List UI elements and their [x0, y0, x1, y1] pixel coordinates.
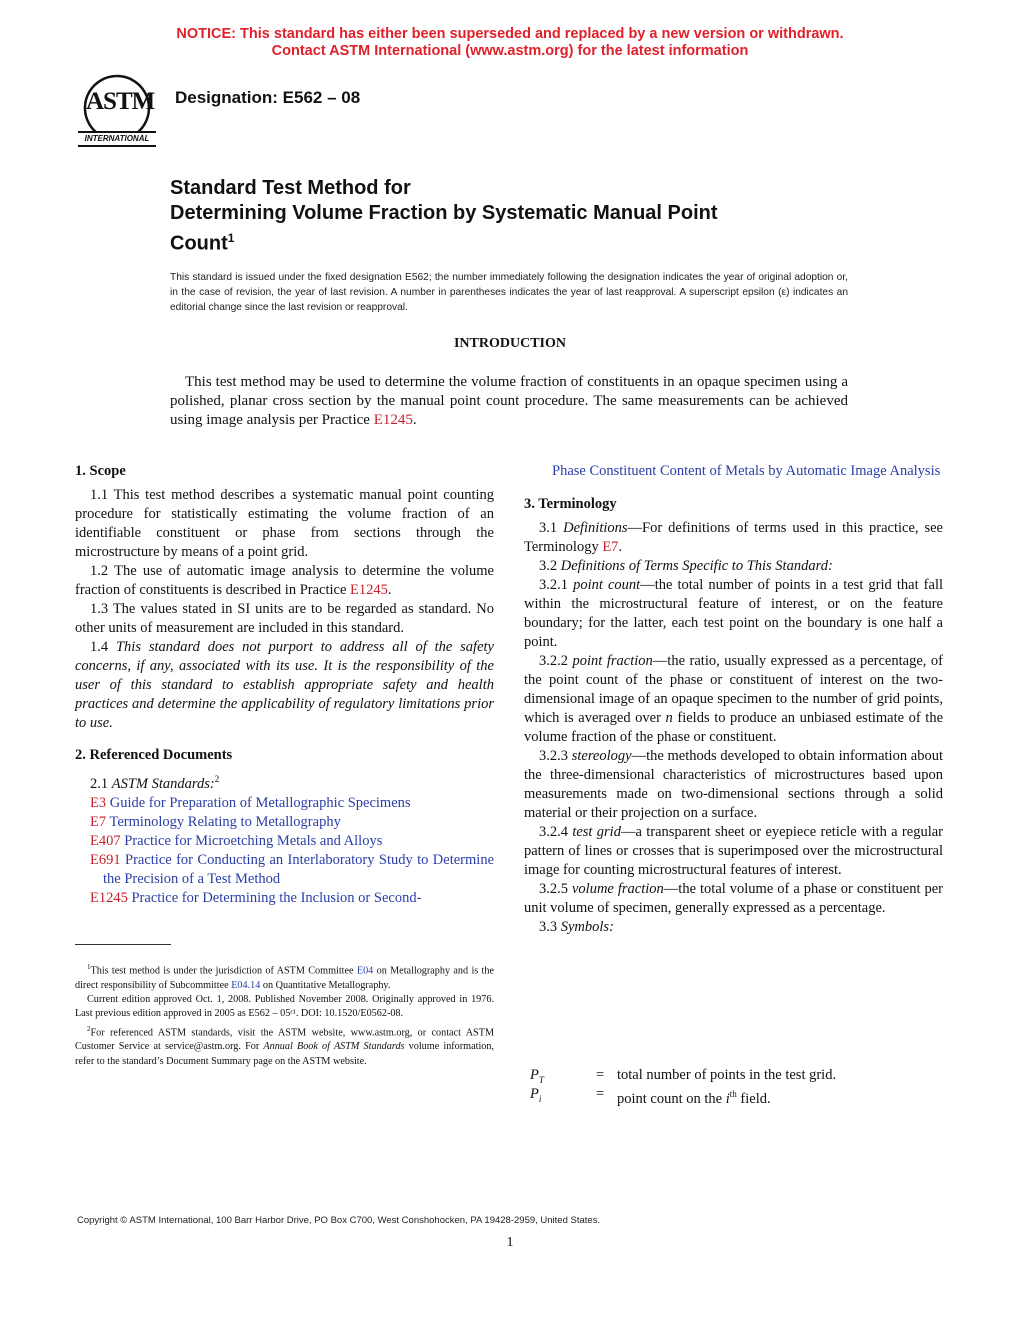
terminology-3-2: [524, 557, 943, 576]
symbol-desc-text: point count on the: [617, 1090, 723, 1107]
symbol-subscript: T: [538, 1074, 544, 1085]
term-num: 3.2.4: [539, 824, 568, 840]
referenced-2-1-num: 2.1: [90, 775, 109, 792]
link-e1245-intro[interactable]: E1245: [373, 412, 413, 428]
term-num: 3.2.3: [539, 748, 568, 764]
copyright-footer: Copyright © ASTM International, 100 Barr Harbor Drive, PO Box C700, West Conshohocken, PA 19428-2959, United States.: [77, 1215, 601, 1226]
designation: Designation: E562 – 08: [175, 88, 361, 107]
reference-code[interactable]: E3: [90, 794, 107, 811]
symbol-description: [617, 1085, 771, 1109]
term-label: test grid: [572, 824, 621, 840]
symbol-letter: P: [530, 1067, 539, 1083]
term-text: fields to produce an unbiased estimate of the volume fraction of the phase or constituent.: [524, 710, 944, 745]
footnote-divider: [75, 944, 171, 945]
reference-code[interactable]: E7: [90, 813, 107, 830]
scope-1-2-end: .: [387, 582, 392, 598]
symbol-description: total number of points in the test grid.: [617, 1067, 837, 1083]
term-variable: n: [665, 710, 673, 726]
term-label: Definitions of Terms Specific to This Standard:: [560, 558, 833, 574]
footnote-1-mark: 1: [87, 963, 91, 971]
reference-title[interactable]: Guide for Preparation of Metallographic Specimens: [109, 794, 411, 811]
terminology-heading: 3. Terminology: [524, 496, 617, 512]
symbol-equals: =: [596, 1067, 605, 1083]
footnote-2-mark-text: 2: [87, 1024, 91, 1033]
symbol-desc-text-b: field.: [740, 1090, 771, 1107]
issued-note: This standard is issued under the fixed designation E562; the number immediately following the designation indicates the year of original adoption or, in the case of revision, the year of last revision. A number in parentheses indicates the year of last reapproval. A superscript epsilon (ε) indicates an editorial change since the last revision or reapproval.: [170, 272, 848, 313]
reference-title[interactable]: Practice for Conducting an Interlaboratory Study to Determine the Precision of a Test Method: [103, 851, 494, 887]
reference-e407[interactable]: [75, 832, 494, 851]
term-text: —For definitions of terms used in this practice, see Terminology: [524, 520, 943, 555]
term-num: 3.1: [539, 520, 558, 536]
footnote-1-text-c: on Quantitative Metallography.: [262, 979, 391, 991]
footnote-1-text-a: This test method is under the jurisdiction of ASTM Committee: [90, 965, 354, 977]
title-line-1: Standard Test Method for: [170, 177, 411, 199]
term-end: .: [618, 539, 623, 555]
footnote-2-text-b: volume information, refer to the standard’s Document Summary page on the ASTM website.: [75, 1041, 495, 1067]
term-num: 3.3: [539, 919, 558, 935]
term-label: stereology: [571, 748, 632, 764]
definition-volume-fraction: [524, 880, 943, 918]
footnote-1: [75, 960, 494, 993]
page-number: 1: [506, 1235, 514, 1250]
reference-title[interactable]: Practice for Microetching Metals and Alloys: [124, 832, 383, 849]
logo-subtext: INTERNATIONAL: [84, 134, 150, 143]
term-num: 3.2: [539, 558, 558, 574]
term-num: 3.2.2: [539, 653, 568, 669]
withdrawal-notice: [0, 26, 1020, 60]
introduction-end: .: [412, 412, 417, 428]
astm-logo: [72, 74, 162, 150]
term-num: 3.2.5: [539, 881, 568, 897]
footnote-2: [75, 1022, 494, 1069]
footnote-1-text-b: on Metallography and is the direct responsibility of Subcommittee: [75, 965, 494, 991]
referenced-2-1-label: ASTM Standards:: [111, 775, 215, 792]
scope-1-2-text: 1.2 The use of automatic image analysis to determine the volume fraction of constituents is described in Practice: [75, 563, 494, 598]
introduction-text: [170, 373, 848, 430]
symbol-letter: P: [530, 1086, 539, 1102]
term-text: —the total volume of a phase or constituent per unit volume of specimen, generally expressed as a percentage.: [524, 881, 944, 916]
reference-code[interactable]: E691: [90, 851, 121, 868]
symbol-equals: =: [596, 1086, 605, 1102]
definition-point-count: [524, 576, 943, 652]
title-footnote-mark: 1: [227, 231, 235, 245]
scope-1-3: 1.3 The values stated in SI units are to be regarded as standard. No other units of measurement are included in this standard.: [75, 601, 494, 636]
scope-1-1: 1.1 This test method describes a systematic manual point counting procedure for statistically estimating the volume fraction of an identifiable constituent or phase from sections through the microstructure by means of a point grid.: [75, 487, 494, 560]
symbol-subscript: i: [538, 1093, 542, 1104]
introduction-heading: INTRODUCTION: [453, 336, 566, 351]
term-label: point fraction: [572, 653, 653, 669]
reference-e1245-continued[interactable]: Phase Constituent Content of Metals by Automatic Image Analysis: [552, 463, 941, 479]
reference-code[interactable]: E1245: [90, 889, 128, 906]
link-e1245-scope[interactable]: E1245: [350, 582, 388, 598]
referenced-heading: 2. Referenced Documents: [75, 747, 233, 763]
footnote-2-text-a: For referenced ASTM standards, visit the ASTM website, www.astm.org, or contact ASTM Customer Service at service@astm.org. For: [75, 1026, 494, 1053]
scope-1-2: [75, 562, 494, 600]
reference-code[interactable]: E407: [90, 832, 121, 849]
terminology-3-1: [524, 519, 943, 557]
notice-line-1: NOTICE: This standard has either been superseded and replaced by a new version or withdrawn.: [176, 26, 844, 42]
referenced-2-1: [75, 770, 494, 794]
introduction-body: This test method may be used to determine the volume fraction of constituents in an opaque specimen using a polished, planar cross section by the manual point count procedure. The same measurements can be achieved using image analysis per Practice: [170, 374, 848, 428]
reference-e1245[interactable]: [75, 889, 494, 908]
term-label: Symbols:: [560, 919, 614, 935]
term-text: —the methods developed to obtain information about the three-dimensional characteristics of microstructures based upon measurements made on two-dimensional sections through a solid material or their projection on a surface.: [524, 748, 943, 821]
term-label: volume fraction: [572, 881, 664, 897]
reference-e7[interactable]: [75, 813, 494, 832]
link-e04[interactable]: E04: [356, 965, 374, 977]
symbol: [530, 1085, 541, 1109]
reference-e3[interactable]: [75, 794, 494, 813]
footnote-2-mark: 2: [214, 774, 220, 784]
reference-title[interactable]: Practice for Determining the Inclusion or Second-: [131, 889, 422, 906]
reference-title[interactable]: Terminology Relating to Metallography: [109, 813, 341, 830]
symbol-row: [530, 1085, 940, 1107]
right-column: [524, 462, 943, 937]
definition-point-fraction: [524, 652, 943, 747]
document-title: [170, 176, 870, 257]
footnotes: [75, 960, 494, 1069]
symbol-desc-var: i: [725, 1090, 730, 1107]
footnote-2-italic: Annual Book of ASTM Standards: [263, 1041, 405, 1053]
term-text: —the total number of points in a test grid that fall within the microstructural feature of interest, or on the feature boundary; for the latter, each test point on the boundary is one half a point.: [524, 577, 943, 650]
left-column: [75, 462, 494, 908]
definition-stereology: [524, 747, 943, 823]
symbols-list: [530, 1066, 940, 1107]
footnote-1-edition: Current edition approved Oct. 1, 2008. Published November 2008. Originally approved in 1976. Last previous edition approved in 2005 as E562 – 05ᵋ¹. DOI: 10.1520/E0562-08.: [75, 993, 494, 1020]
term-label: point count: [573, 577, 641, 593]
term-num: 3.2.1: [539, 577, 568, 593]
scope-1-4-num: 1.4: [90, 639, 109, 655]
definition-test-grid: [524, 823, 943, 880]
title-line-3: Count: [170, 232, 228, 255]
symbol-row: [530, 1066, 940, 1085]
link-e04-14[interactable]: E04.14: [231, 979, 261, 991]
term-label: Definitions: [563, 520, 628, 536]
terminology-3-3: [524, 918, 943, 937]
logo-text: ASTM: [86, 88, 155, 115]
title-line-2: Determining Volume Fraction by Systematic Manual Point: [170, 202, 718, 224]
scope-heading: 1. Scope: [75, 463, 126, 479]
term-text: —the ratio, usually expressed as a percentage, of the point count of the phase or constituent of interest on the two-dimensional image of an opaque specimen to the number of grid points, which is averaged over: [524, 653, 943, 726]
scope-1-4: [75, 638, 494, 733]
link-e7[interactable]: E7: [602, 539, 619, 555]
reference-e691[interactable]: [75, 851, 494, 889]
term-text: —a transparent sheet or eyepiece reticle with a regular pattern of lines or crosses that is superimposed over the microstructural image for counting microstructural features of interest.: [524, 824, 943, 878]
scope-1-4-text: This standard does not purport to address all of the safety concerns, if any, associated with its use. It is the responsibility of the user of this standard to establish appropriate safety and health practices and determine the applicability of regulatory limitations prior to use.: [75, 639, 494, 731]
symbol-desc-sup: th: [729, 1089, 737, 1099]
notice-line-2: Contact ASTM International (www.astm.org) for the latest information: [271, 43, 749, 59]
